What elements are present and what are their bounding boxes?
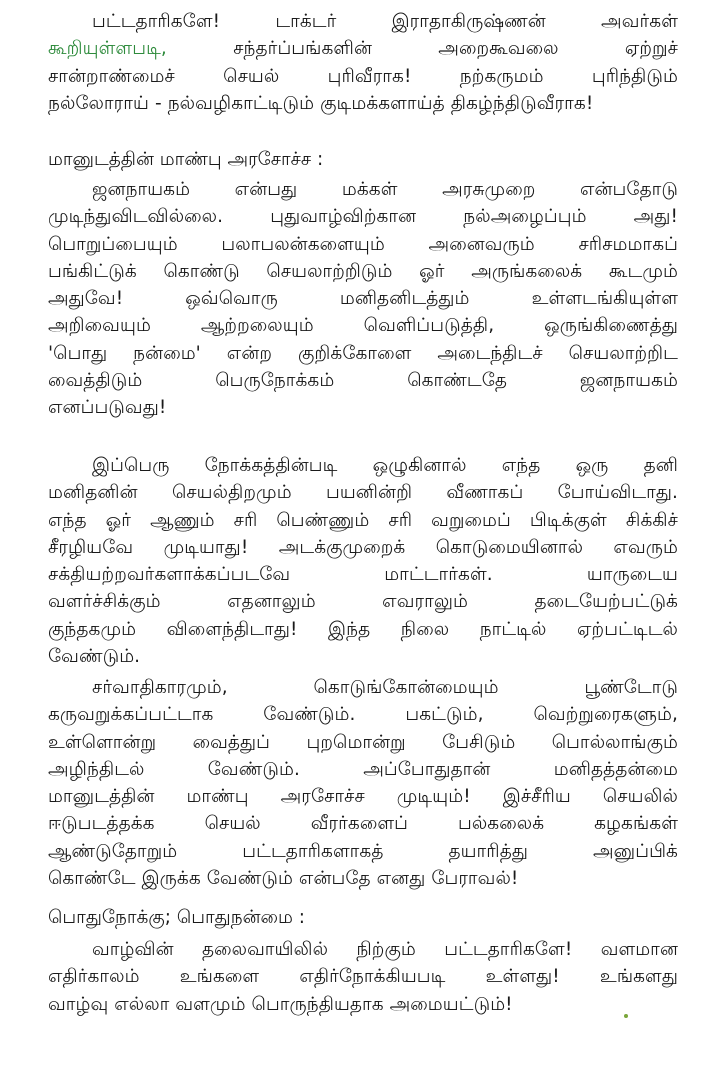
s1p1-line-9: எனப்படுவது! [48,397,167,419]
s1p2-line-4: சீரழியவே முடியாது! அடக்குமுறைக் கொடுமையினால் எவரும் [48,536,678,558]
s1p2-line-8: வேண்டும். [48,646,141,668]
s1p1-line-2: முடிந்துவிடவில்லை. புதுவாழ்விற்கான நல்அழைப்பும் அது! [48,206,678,228]
intro-paragraph [48,8,678,117]
intro-line-2-rest: சந்தர்ப்பங்களின் அறைகூவலை ஏற்றுச் [166,38,678,60]
section1-paragraph-2 [48,452,678,670]
s1p3-line-4: அழிந்திடல் வேண்டும். அப்போதுதான் மனிதத்தன்மை [48,758,678,780]
s1p1-line-5: அதுவே! ஒவ்வொரு மனிதனிடத்தும் உள்ளடங்கியுள்ள [48,288,678,310]
s1p3-line-8: கொண்டே இருக்க வேண்டும் என்பதே எனது பேராவல்! [48,868,519,890]
intro-line-1: பட்டதாரிகளே! டாக்டர் இராதாகிருஷ்ணன் அவர்கள் [92,11,678,32]
s1p1-line-7: 'பொது நன்மை' என்ற குறிக்கோளை அடைந்திடச் செயலாற்றிட [48,342,678,364]
s1p2-line-6: வளர்ச்சிக்கும் எதனாலும் எவராலும் தடையேற்பட்டுக் [48,591,678,613]
s1p3-line-5: மானுடத்தின் மாண்பு அரசோச்ச முடியும்! இச்சீரிய செயலில் [48,786,678,808]
intro-line-3: சான்றாண்மைச் செயல் புரிவீராக! நற்கருமம் புரிந்திடும் [48,65,678,87]
s1p2-line-3: எந்த ஓர் ஆணும் சரி பெண்ணும் சரி வறுமைப் பிடிக்குள் சிக்கிச் [48,509,678,531]
decorative-dot [624,1014,628,1018]
section-heading-dignity: மானுடத்தின் மாண்பு அரசோச்ச : [48,149,324,170]
s1p2-line-7: குந்தகமும் விளைந்திடாது! இந்த நிலை நாட்டில் ஏற்பட்டிடல் [48,618,678,640]
s1p2-line-1: இப்பெரு நோக்கத்தின்படி ஒழுகினால் எந்த ஒரு தனி [92,455,678,476]
s2p1-line-3: வாழ்வு எல்லா வளமும் பொருந்தியதாக அமையட்டும்! [48,993,513,1015]
s1p1-line-6: அறிவையும் ஆற்றலையும் வெளிப்படுத்தி, ஒருங்கிணைத்து [48,315,678,337]
s1p1-line-4: பங்கிட்டுக் கொண்டு செயலாற்றிடும் ஓர் அருங்கலைக் கூடமும் [48,260,678,282]
s2p1-line-2: எதிர்காலம் உங்களை எதிர்நோக்கியபடி உள்ளது! உங்களது [48,966,678,988]
s1p3-line-1: சர்வாதிகாரமும், கொடுங்கோன்மையும் பூண்டோடு [92,677,678,698]
s1p1-line-3: பொறுப்பையும் பலாபலன்களையும் அனைவரும் சரிசமமாகப் [48,233,678,255]
intro-line-4: நல்லோராய் - நல்வழிகாட்டிடும் குடிமக்களாய்த் திகழ்ந்திடுவீராக! [48,92,594,114]
section1-paragraph-1 [48,176,678,422]
intro-green-phrase: கூறியுள்ளபடி, [48,38,167,60]
section2-paragraph-1 [48,936,678,1018]
s1p3-line-2: கருவறுக்கப்பட்டாக வேண்டும். பகட்டும், வெற்றுரைகளும், [48,704,678,726]
s1p1-line-1: ஜனநாயகம் என்பது மக்கள் அரசுமுறை என்பதோடு [92,179,678,200]
section-heading-common-good: பொதுநோக்கு; பொதுநன்மை : [48,907,306,928]
s1p3-line-7: ஆண்டுதோறும் பட்டதாரிகளாகத் தயாரித்து அனுப்பிக் [48,840,678,862]
s1p3-line-6: ஈடுபடத்தக்க செயல் வீரர்களைப் பல்கலைக் கழகங்கள் [48,813,678,835]
s1p2-line-5: சக்தியற்றவர்களாக்கப்படவே மாட்டார்கள். யாருடைய [48,564,678,586]
s2p1-line-1: வாழ்வின் தலைவாயிலில் நிற்கும் பட்டதாரிகளே! வளமான [92,939,678,960]
s1p2-line-2: மனிதனின் செயல்திறமும் பயனின்றி வீணாகப் போய்விடாது. [48,482,678,504]
intro-line-2 [48,35,678,62]
s1p1-line-8: வைத்திடும் பெருநோக்கம் கொண்டதே ஜனநாயகம் [48,370,678,392]
s1p3-line-3: உள்ளொன்று வைத்துப் புறமொன்று பேசிடும் பொல்லாங்கும் [48,731,678,753]
section1-paragraph-3 [48,674,678,892]
